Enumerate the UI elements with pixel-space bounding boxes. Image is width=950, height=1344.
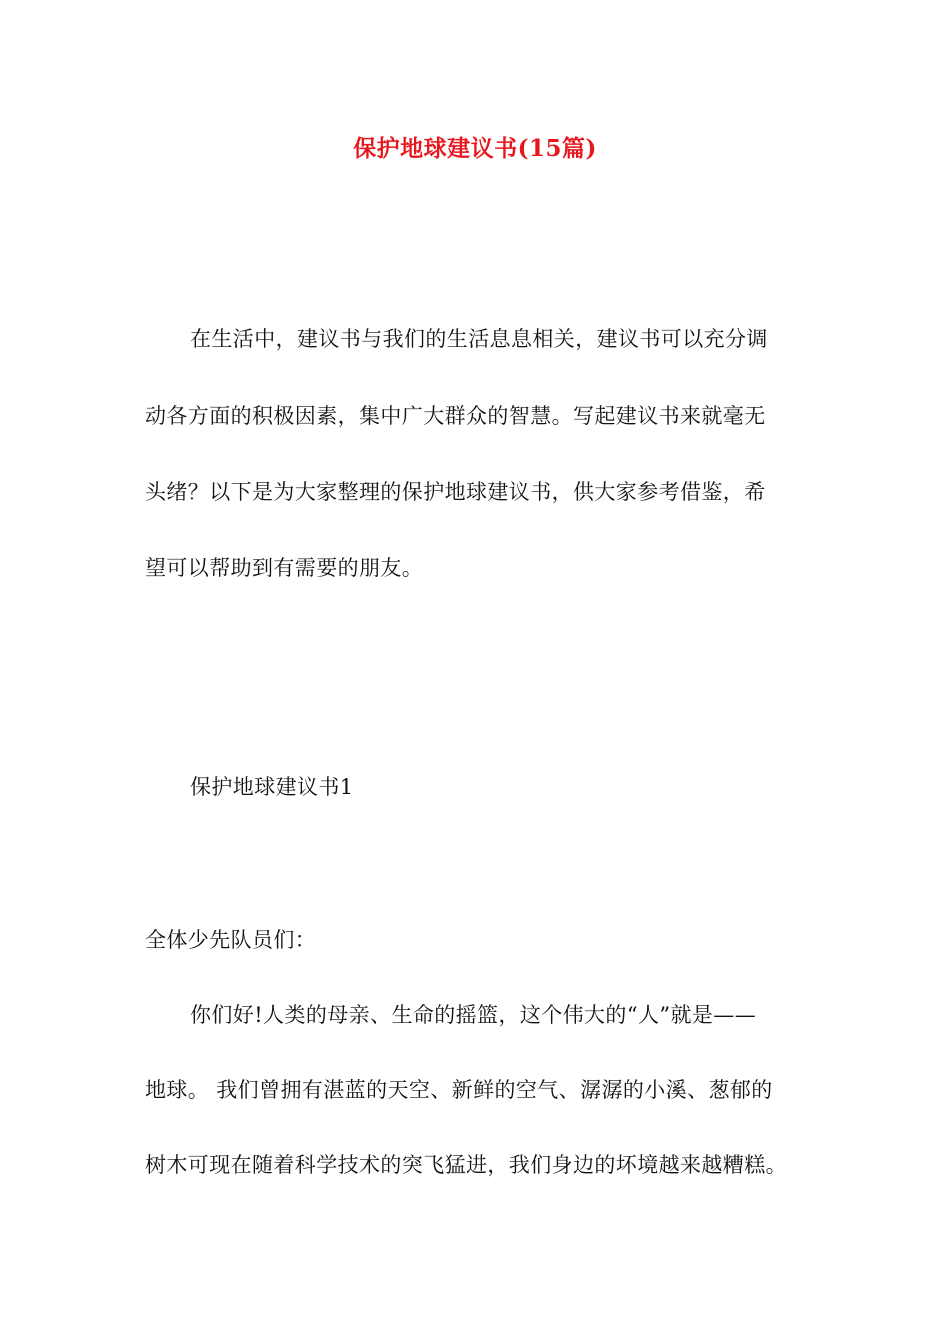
intro-line-2: 动各方面的积极因素，集中广大群众的智慧。写起建议书来就毫无 bbox=[145, 404, 766, 428]
intro-line-3: 头绪？以下是为大家整理的保护地球建议书，供大家参考借鉴，希 bbox=[145, 480, 766, 504]
body-line-2: 地球。 我们曾拥有湛蓝的天空、新鲜的空气、潺潺的小溪、葱郁的 bbox=[145, 1078, 773, 1102]
intro-line-4: 望可以帮助到有需要的朋友。 bbox=[145, 556, 424, 580]
salutation: 全体少先队员们： bbox=[145, 928, 317, 952]
body-line-1: 你们好!人类的母亲、生命的摇篮，这个伟大的“人”就是—— bbox=[190, 1003, 757, 1027]
section-heading: 保护地球建议书1 bbox=[190, 775, 354, 799]
intro-line-1: 在生活中，建议书与我们的生活息息相关，建议书可以充分调 bbox=[190, 327, 768, 351]
document-title: 保护地球建议书(15篇) bbox=[353, 135, 597, 162]
body-line-3: 树木可现在随着科学技术的突飞猛进，我们身边的坏境越来越糟糕。 bbox=[145, 1153, 787, 1177]
